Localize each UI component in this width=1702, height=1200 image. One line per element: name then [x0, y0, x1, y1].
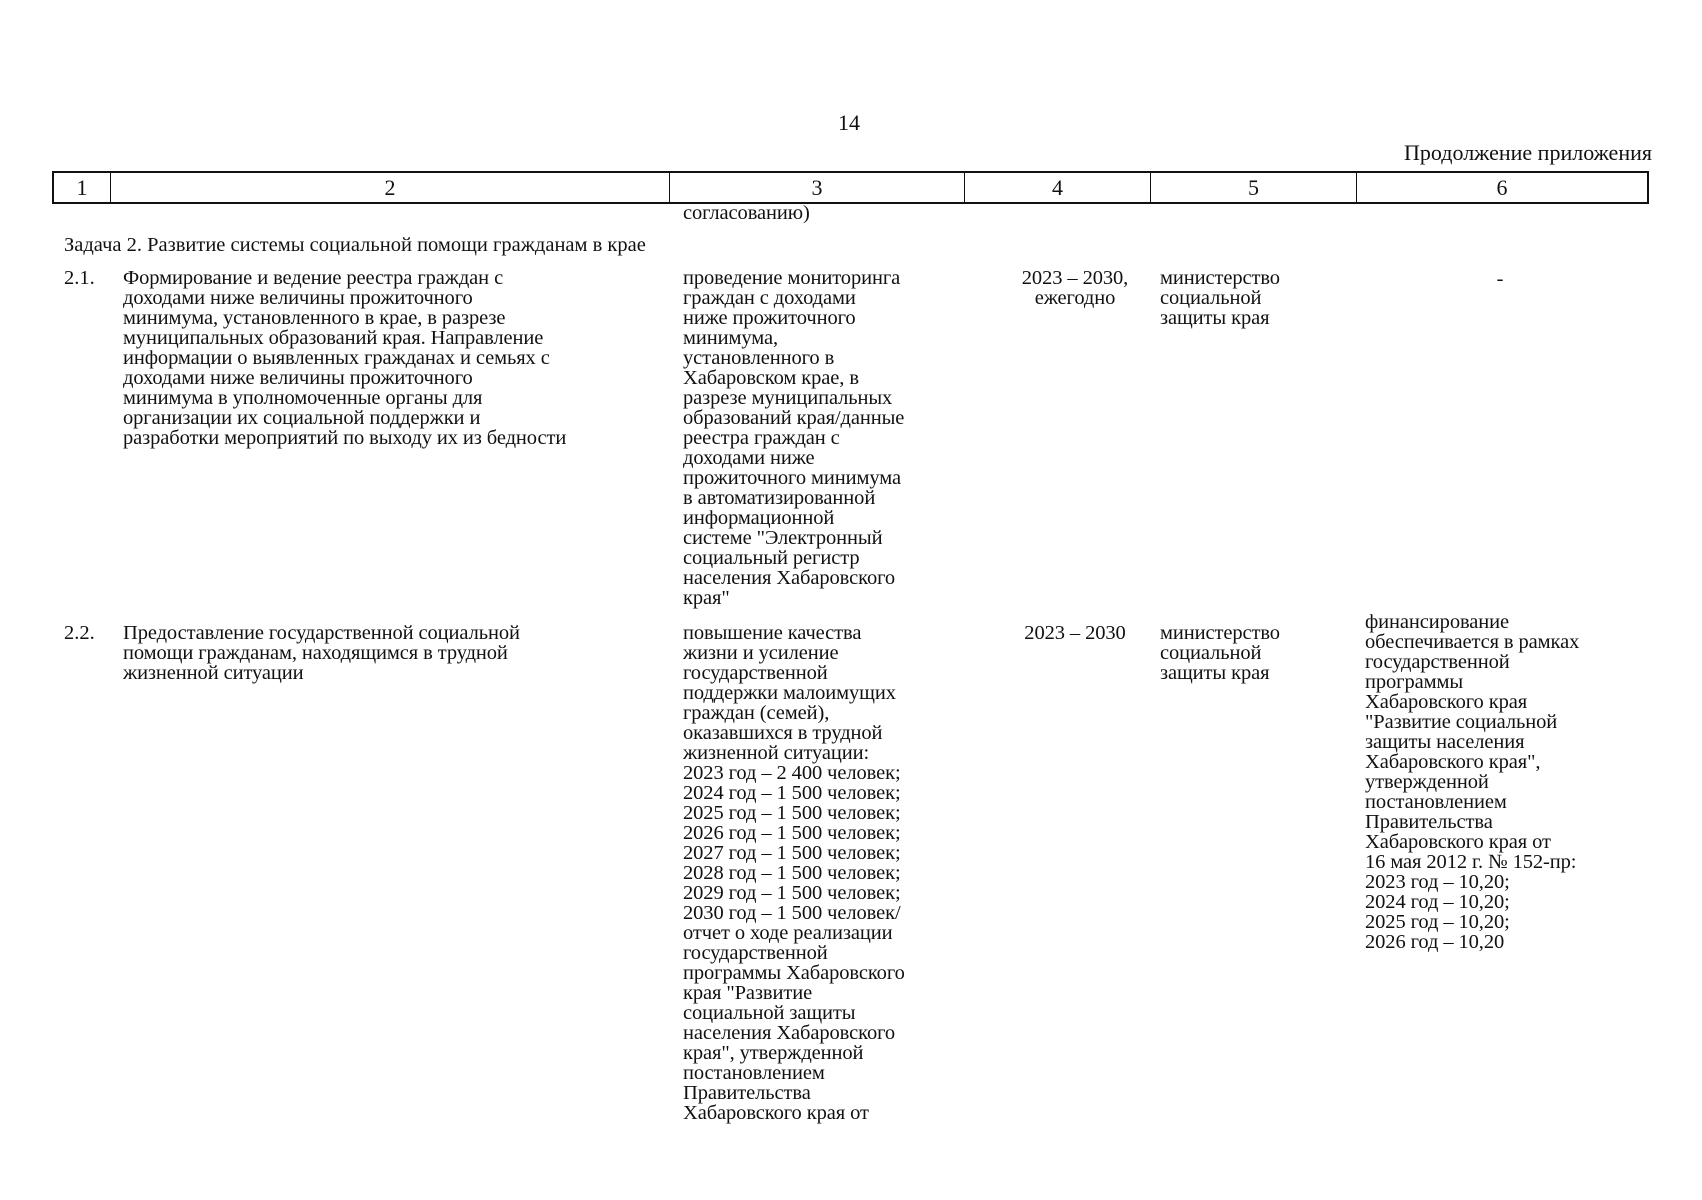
activity-cell: Предоставление государственной социальной помощи гражданам, находящимся в трудной жизненной ситуации — [123, 622, 520, 684]
column-header-1: 1 — [54, 173, 111, 202]
financing-cell: финансирование обеспечивается в рамках государственной программы Хабаровского края "Развитие социальной защиты населения Хабаровского края", утвержденной постановлением Правительства Хабаровского края от 16 мая 2012 г. № 152-пр: 2023 год – 10,20; 2024 год – 10,20; 2025 год – 10,20; 2026 год – 10,20 — [1365, 611, 1580, 953]
executor-cell: министерство социальной защиты края — [1160, 622, 1280, 684]
period-cell: 2023 – 2030, ежегодно — [1021, 267, 1129, 309]
financing-cell: - — [1496, 268, 1504, 290]
table-header-row — [52, 171, 1649, 204]
continuation-label: Продолжение приложения — [1404, 140, 1652, 165]
activity-cell: Формирование и ведение реестра граждан с доходами ниже величины прожиточного минимума, установленного в крае, в разрезе муниципальных образований края. Направление информации о выявленных гражданах и семьях с доходами ниже величины прожиточного минимума в уполномоченные органы для организации их социальной поддержки и разработки мероприятий по выходу их из бедности — [123, 267, 567, 449]
page-number: 14 — [838, 110, 860, 135]
column-header-4: 4 — [965, 173, 1151, 202]
column-header-2: 2 — [111, 173, 670, 202]
result-cell: проведение мониторинга граждан с доходами ниже прожиточного минимума, установленного в Хабаровском крае, в разрезе муниципальных образований края/данные реестра граждан с доходами ниже прожиточного минимума в автоматизированной информационной системе "Электронный социальный регистр населения Хабаровского края" — [683, 267, 905, 609]
section-title: Задача 2. Развитие системы социальной помощи гражданам в крае — [64, 234, 646, 256]
period-cell: 2023 – 2030 — [1024, 622, 1126, 644]
row-number: 2.2. — [64, 622, 95, 644]
column-header-3: 3 — [670, 173, 965, 202]
row-number: 2.1. — [64, 267, 95, 289]
result-cell: повышение качества жизни и усиление государственной поддержки малоимущих граждан (семей), оказавшихся в трудной жизненной ситуации: 2023 год – 2 400 человек; 2024 год – 1 500 человек; 2025 год – 1 500 человек; 2026 год – 1 500 человек; 2027 год – 1 500 человек; 2028 год – 1 500 человек; 2029 год – 1 500 человек; 2030 год – 1 500 человек/ отчет о ходе реализации государственной программы Хабаровского края "Развитие социальной защиты населения Хабаровского края", утвержденной постановлением Правительства Хабаровского края от — [683, 622, 905, 1124]
executor-cell: министерство социальной защиты края — [1160, 267, 1280, 329]
column-header-6: 6 — [1496, 174, 1508, 200]
carryover-text: согласованию) — [683, 202, 810, 224]
column-header-5: 5 — [1151, 173, 1357, 202]
